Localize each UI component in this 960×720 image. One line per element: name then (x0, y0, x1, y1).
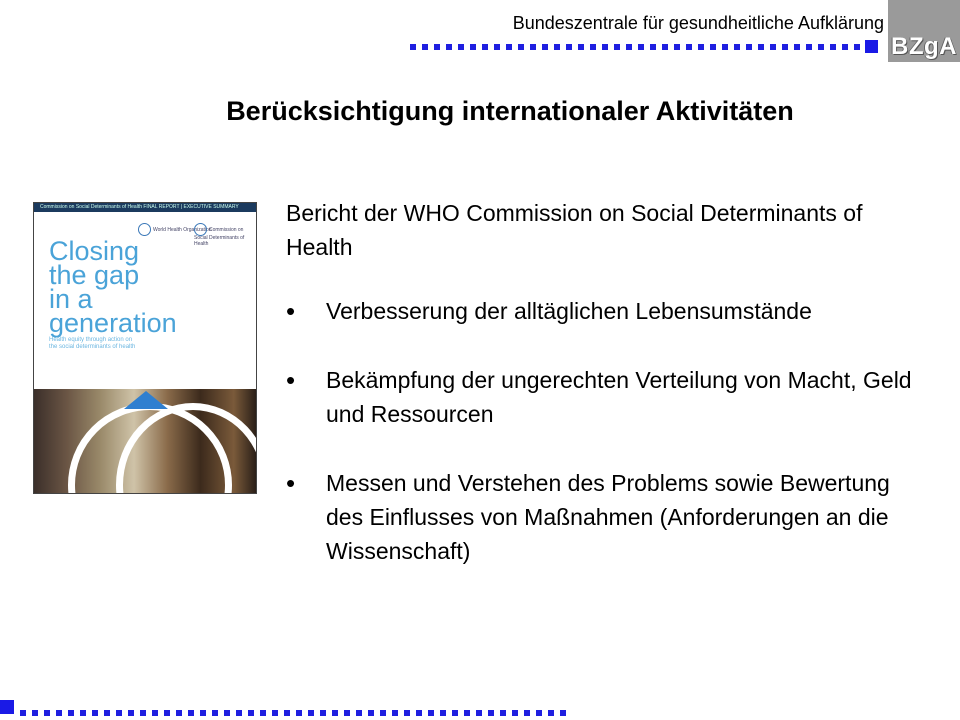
bullet-text: Bekämpfung der ungerechten Verteilung von Macht, Geld und Ressourcen (326, 367, 912, 427)
dot-separator (734, 44, 740, 50)
dot-separator (524, 710, 530, 716)
dot-separator (782, 44, 788, 50)
bullet-text: Verbesserung der alltäglichen Lebensumstände (326, 298, 812, 324)
dot-separator (566, 44, 572, 50)
bzga-logo-text: BZgA (891, 33, 957, 60)
cover-top-bar (34, 203, 256, 212)
dot-separator (200, 710, 206, 716)
dot-separator (188, 710, 194, 716)
dot-separator (224, 710, 230, 716)
dot-separator (536, 710, 542, 716)
dot-separator (296, 710, 302, 716)
dot-separator (422, 44, 428, 50)
dot-separator (368, 710, 374, 716)
bullet-icon: • (286, 296, 296, 326)
dot-separator (68, 710, 74, 716)
dot-separator (806, 44, 812, 50)
dot-separator (392, 710, 398, 716)
dot-separator (512, 710, 518, 716)
dot-separator (128, 710, 134, 716)
dot-separator (104, 710, 110, 716)
dot-separator (458, 44, 464, 50)
dot-separator (410, 44, 416, 50)
dot-separator (794, 44, 800, 50)
dot-separator (164, 710, 170, 716)
dot-separator (548, 710, 554, 716)
dot-separator (578, 44, 584, 50)
dot-separator (56, 710, 62, 716)
bullet-item (286, 363, 926, 431)
dot-separator (614, 44, 620, 50)
dot-separator (32, 710, 38, 716)
bullet-icon: • (286, 365, 296, 395)
dot-separator (698, 44, 704, 50)
cover-title-line: the gap (49, 260, 140, 290)
dot-separator (20, 710, 26, 716)
dot-separator (770, 44, 776, 50)
dot-separator (554, 44, 560, 50)
dot-separator (440, 710, 446, 716)
cover-subtitle (49, 337, 135, 351)
header-square-marker (865, 40, 878, 53)
dot-separator (602, 44, 608, 50)
dot-separator (506, 44, 512, 50)
dot-separator (650, 44, 656, 50)
dot-separator (320, 710, 326, 716)
cover-title-line: generation (49, 308, 177, 338)
cover-subtitle-line: the social determinants of health (49, 344, 136, 350)
dot-separator (854, 44, 860, 50)
dot-separator (152, 710, 158, 716)
dot-separator (818, 44, 824, 50)
dot-separator (284, 710, 290, 716)
dot-separator (404, 710, 410, 716)
bullet-text: Messen und Verstehen des Problems sowie Bewertung des Einflusses von Maßnahmen (Anforderungen an die Wissenschaft) (326, 470, 890, 564)
dot-separator (590, 44, 596, 50)
dot-separator (638, 44, 644, 50)
dot-separator (662, 44, 668, 50)
dot-separator (674, 44, 680, 50)
dot-separator (542, 44, 548, 50)
dot-separator (176, 710, 182, 716)
cover-subtitle-line: Health equity through action on (49, 337, 133, 343)
dot-separator (248, 710, 254, 716)
dot-separator (380, 710, 386, 716)
dot-separator (710, 44, 716, 50)
dot-separator (482, 44, 488, 50)
dot-separator (758, 44, 764, 50)
dot-separator (842, 44, 848, 50)
cover-title-line: in a (49, 284, 93, 314)
csdh-logo (194, 223, 256, 247)
cover-bar-text: Commission on Social Determinants of Health FINAL REPORT | EXECUTIVE SUMMARY (40, 204, 239, 210)
dot-separator (452, 710, 458, 716)
report-cover-image (33, 202, 257, 494)
who-label: World Health Organization (153, 226, 212, 233)
dot-separator (44, 710, 50, 716)
dot-separator (830, 44, 836, 50)
csdh-label: Commission on Social Determinants of Health (194, 226, 245, 247)
dot-separator (500, 710, 506, 716)
cover-title (49, 236, 177, 338)
dot-separator (746, 44, 752, 50)
dot-separator (488, 710, 494, 716)
intro-text: Bericht der WHO Commission on Social Determinants of Health (286, 200, 863, 260)
dot-separator (428, 710, 434, 716)
dot-separator (560, 710, 566, 716)
cover-title-line: Closing (49, 236, 140, 266)
dot-separator (470, 44, 476, 50)
dot-separator (140, 710, 146, 716)
slide-content (286, 196, 926, 603)
slide-title: Berücksichtigung internationaler Aktivitäten (226, 96, 794, 126)
dot-separator (272, 710, 278, 716)
bullet-item (286, 294, 926, 328)
bullet-item (286, 466, 926, 568)
dot-separator (686, 44, 692, 50)
dot-separator (464, 710, 470, 716)
dot-separator (308, 710, 314, 716)
organization-name: Bundeszentrale für gesundheitliche Aufklärung (512, 13, 884, 33)
footer-square-marker (0, 700, 14, 714)
dot-separator (722, 44, 728, 50)
dot-separator (332, 710, 338, 716)
dot-separator (476, 710, 482, 716)
dot-separator (434, 44, 440, 50)
dot-separator (530, 44, 536, 50)
bullet-icon: • (286, 468, 296, 498)
dot-separator (92, 710, 98, 716)
dot-separator (626, 44, 632, 50)
globe-icon (138, 223, 151, 236)
dot-separator (518, 44, 524, 50)
dot-separator (356, 710, 362, 716)
dot-separator (212, 710, 218, 716)
dot-separator (446, 44, 452, 50)
dot-separator (416, 710, 422, 716)
dot-separator (260, 710, 266, 716)
footer-dotted-line (20, 710, 572, 716)
header-dotted-line (410, 44, 866, 50)
dot-separator (116, 710, 122, 716)
dot-separator (80, 710, 86, 716)
dot-separator (236, 710, 242, 716)
dot-separator (344, 710, 350, 716)
dot-separator (494, 44, 500, 50)
